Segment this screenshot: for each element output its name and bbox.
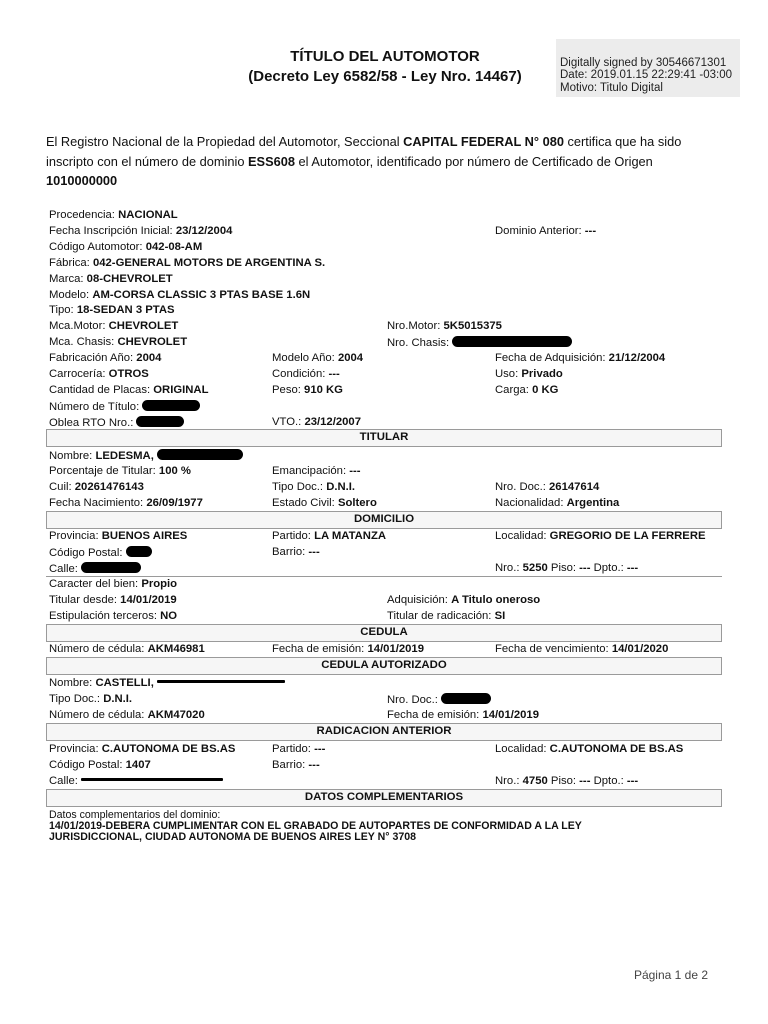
redaction-mark <box>157 449 243 460</box>
field-value: 910 KG <box>304 384 343 396</box>
field-label: Fecha de vencimiento: <box>495 643 609 655</box>
field-value: 0 KG <box>532 384 559 396</box>
field-value: 14/01/2019 <box>120 594 177 606</box>
field-label: Nro.: <box>495 775 520 787</box>
field-value: CASTELLI, <box>95 677 154 689</box>
field-value: --- <box>308 546 320 558</box>
field-value: 042-08-AM <box>145 241 203 253</box>
field-value: D.N.I. <box>326 481 356 493</box>
field-value: 18-SEDAN 3 PTAS <box>76 304 175 316</box>
mca-motor-field <box>49 320 178 332</box>
field-label: VTO.: <box>272 416 302 428</box>
field-label: Número de cédula: <box>49 643 145 655</box>
field-value: 14/01/2019 <box>482 709 539 721</box>
datos-complementarios-section-header: DATOS COMPLEMENTARIOS <box>46 789 722 807</box>
porcentaje-titular-field <box>49 465 191 477</box>
seccional-value: CAPITAL FEDERAL N° 080 <box>403 134 564 149</box>
nro-doc-field <box>495 481 599 493</box>
field-value: --- <box>579 562 591 574</box>
field-label: Nro. Doc.: <box>495 481 546 493</box>
field-label: Emancipación: <box>272 465 347 477</box>
field-value: 20261476143 <box>74 481 144 493</box>
carga-field <box>495 384 558 396</box>
field-label: Fecha de Adquisición: <box>495 352 606 364</box>
radicacion-partido-field <box>272 743 325 755</box>
field-label: Número de cédula: <box>49 709 145 721</box>
fecha-inscripcion-field <box>49 225 232 237</box>
field-value: 23/12/2004 <box>175 225 233 237</box>
field-label: Carrocería: <box>49 368 106 380</box>
field-label: Fecha Inscripción Inicial: <box>49 225 173 237</box>
field-label: Modelo: <box>49 289 90 301</box>
field-value: 26/09/1977 <box>146 497 203 509</box>
field-label: Calle: <box>49 775 78 787</box>
field-value: 23/12/2007 <box>304 416 361 428</box>
autorizado-cedula-field <box>49 709 205 721</box>
nro-chasis-field <box>387 336 572 349</box>
field-value: 2004 <box>337 352 364 364</box>
field-label: Barrio: <box>272 546 306 558</box>
redaction-mark <box>136 416 184 427</box>
redaction-mark <box>452 336 572 347</box>
field-value: 14/01/2020 <box>611 643 669 655</box>
field-label: Adquisición: <box>387 594 448 606</box>
document-title: TÍTULO DEL AUTOMOTOR <box>290 48 480 65</box>
domicilio-calle-field <box>49 562 141 575</box>
tipo-doc-field <box>272 481 355 493</box>
field-label: Fabricación Año: <box>49 352 134 364</box>
domicilio-section-header: DOMICILIO <box>46 511 722 529</box>
field-label: Dominio Anterior: <box>495 225 582 237</box>
field-value: --- <box>584 225 597 237</box>
field-value: SI <box>494 610 506 622</box>
domicilio-numero-field <box>495 562 638 574</box>
field-label: Código Postal: <box>49 759 123 771</box>
condicion-field <box>272 368 340 380</box>
carroceria-field <box>49 368 149 380</box>
field-value: ORIGINAL <box>153 384 209 396</box>
procedencia-field <box>49 209 178 221</box>
field-label: Titular desde: <box>49 594 118 606</box>
signature-date: Date: 2019.01.15 22:29:41 -03:00 <box>560 69 733 82</box>
field-value: A Titulo oneroso <box>451 594 541 606</box>
fabricacion-field <box>49 352 161 364</box>
strikeout-mark <box>81 778 223 781</box>
titular-radicacion-field <box>387 610 505 622</box>
dominio-anterior-field <box>495 225 596 237</box>
titular-desde-field <box>49 594 177 606</box>
field-label: Nro. Chasis: <box>387 337 450 349</box>
titular-section-header: TITULAR <box>46 429 722 447</box>
field-label: Piso: <box>550 562 577 574</box>
cedula-vencimiento-field <box>495 643 668 655</box>
field-label: Modelo Año: <box>272 352 335 364</box>
field-value: 100 % <box>158 465 191 477</box>
field-value: OTROS <box>108 368 149 380</box>
field-label: Nro.: <box>495 562 520 574</box>
field-value: GREGORIO DE LA FERRERE <box>549 530 706 542</box>
fecha-adquisicion-field <box>495 352 665 364</box>
titular-nombre-field <box>49 449 243 462</box>
estipulacion-terceros-field <box>49 610 177 622</box>
oblea-rto-field <box>49 416 184 429</box>
field-label: Provincia: <box>49 743 99 755</box>
codigo-automotor-field <box>49 241 202 253</box>
field-value: --- <box>579 775 591 787</box>
field-label: Dpto.: <box>593 562 624 574</box>
field-value: LA MATANZA <box>314 530 387 542</box>
peso-field <box>272 384 343 396</box>
field-label: Partido: <box>272 530 311 542</box>
field-value: BUENOS AIRES <box>101 530 188 542</box>
field-label: Número de Título: <box>49 401 140 413</box>
domicilio-provincia-field <box>49 530 187 542</box>
field-label: Código Automotor: <box>49 241 143 253</box>
radicacion-barrio-field <box>272 759 320 771</box>
radicacion-codigo-postal-field <box>49 759 151 771</box>
field-value: 1407 <box>125 759 151 771</box>
radicacion-localidad-field <box>495 743 683 755</box>
certificado-origen-value: 1010000000 <box>46 173 118 189</box>
field-value: AM-CORSA CLASSIC 3 PTAS BASE 1.6N <box>92 289 311 301</box>
field-label: Localidad: <box>495 530 547 542</box>
field-label: Fábrica: <box>49 257 90 269</box>
cantidad-placas-field <box>49 384 208 396</box>
field-value: --- <box>626 775 639 787</box>
cedula-section-header: CEDULA <box>46 624 722 642</box>
radicacion-provincia-field <box>49 743 235 755</box>
modelo-anio-field <box>272 352 363 364</box>
field-value: CHEVROLET <box>108 320 179 332</box>
radicacion-anterior-section-header: RADICACION ANTERIOR <box>46 723 722 741</box>
field-label: Nombre: <box>49 677 93 689</box>
strikeout-mark <box>157 680 285 683</box>
field-value: 14/01/2019 <box>367 643 424 655</box>
field-label: Tipo Doc.: <box>49 693 101 705</box>
intro-text: certifica que ha sido inscripto con el número de dominio <box>46 134 682 169</box>
field-value: Argentina <box>566 497 620 509</box>
field-label: Provincia: <box>49 530 99 542</box>
field-label: Procedencia: <box>49 209 115 221</box>
field-label: Uso: <box>495 368 519 380</box>
numero-titulo-field <box>49 400 200 413</box>
cedula-autorizado-section-header: CEDULA AUTORIZADO <box>46 657 722 675</box>
intro-text: El Registro Nacional de la Propiedad del Automotor, Seccional <box>46 134 404 149</box>
cedula-emision-field <box>272 643 424 655</box>
tipo-field <box>49 304 175 316</box>
marca-field <box>49 273 173 285</box>
vto-field <box>272 416 361 428</box>
fecha-nacimiento-field <box>49 497 203 509</box>
field-label: Fecha Nacimiento: <box>49 497 144 509</box>
field-value: D.N.I. <box>103 693 133 705</box>
field-label: Carga: <box>495 384 529 396</box>
field-label: Titular de radicación: <box>387 610 492 622</box>
field-label: Dpto.: <box>593 775 624 787</box>
field-value: --- <box>349 465 361 477</box>
field-label: Marca: <box>49 273 84 285</box>
field-label: Peso: <box>272 384 301 396</box>
autorizado-tipo-doc-field <box>49 693 132 705</box>
field-label: Localidad: <box>495 743 547 755</box>
domicilio-localidad-field <box>495 530 706 542</box>
datos-complementarios-line2: JURISDICCIONAL, CIUDAD AUTONOMA DE BUENOS AIRES LEY N° 3708 <box>49 831 417 843</box>
field-label: Tipo Doc.: <box>272 481 324 493</box>
field-label: Código Postal: <box>49 547 123 559</box>
autorizado-emision-field <box>387 709 539 721</box>
field-label: Cantidad de Placas: <box>49 384 151 396</box>
field-value: 5250 <box>522 562 548 574</box>
field-value: C.AUTONOMA DE BS.AS <box>549 743 684 755</box>
page-number: Página 1 de 2 <box>633 968 708 982</box>
field-value: 26147614 <box>549 481 600 493</box>
dominio-value: ESS608 <box>248 153 295 169</box>
field-label: Caracter del bien: <box>49 578 139 590</box>
field-value: 08-CHEVROLET <box>86 273 173 285</box>
field-value: --- <box>328 368 340 380</box>
field-value: 4750 <box>522 775 548 787</box>
field-label: Condición: <box>272 368 326 380</box>
field-label: Piso: <box>550 775 577 787</box>
nacionalidad-field <box>495 497 619 509</box>
section-divider <box>46 576 722 577</box>
field-label: Cuil: <box>49 481 72 493</box>
field-value: AKM47020 <box>147 709 205 721</box>
domicilio-codigo-postal-field <box>49 546 152 559</box>
cuil-field <box>49 481 144 493</box>
digital-signature-box <box>556 39 740 97</box>
field-value: --- <box>314 743 326 755</box>
field-label: Fecha de emisión: <box>272 643 365 655</box>
mca-chasis-field <box>49 336 187 348</box>
field-label: Fecha de emisión: <box>387 709 480 721</box>
radicacion-numero-field <box>495 775 638 787</box>
field-label: Estipulación terceros: <box>49 610 157 622</box>
uso-field <box>495 368 563 380</box>
field-value: LEDESMA, <box>95 450 154 462</box>
field-label: Oblea RTO Nro.: <box>49 417 134 429</box>
field-label: Calle: <box>49 563 78 575</box>
field-label: Nro.Motor: <box>387 320 441 332</box>
estado-civil-field <box>272 497 377 509</box>
field-label: Estado Civil: <box>272 497 335 509</box>
domicilio-partido-field <box>272 530 386 542</box>
field-value: 2004 <box>136 352 162 364</box>
domicilio-barrio-field <box>272 546 320 558</box>
datos-complementarios-line1: 14/01/2019-DEBERA CUMPLIMENTAR CON EL GRABADO DE AUTOPARTES DE CONFORMIDAD A LA LEY <box>49 820 582 832</box>
fabrica-field <box>49 257 325 269</box>
field-label: Barrio: <box>272 759 306 771</box>
cedula-numero-field <box>49 643 205 655</box>
redaction-mark <box>441 693 491 704</box>
field-value: NO <box>160 610 178 622</box>
autorizado-nombre-field <box>49 677 285 689</box>
redaction-mark <box>81 562 141 573</box>
field-value: CHEVROLET <box>117 336 188 348</box>
field-label: Porcentaje de Titular: <box>49 465 156 477</box>
datos-complementarios-label: Datos complementarios del dominio: <box>49 809 221 821</box>
field-value: Propio <box>141 578 178 590</box>
field-value: C.AUTONOMA DE BS.AS <box>101 743 236 755</box>
emancipacion-field <box>272 465 361 477</box>
caracter-bien-field <box>49 578 177 590</box>
document-subtitle: (Decreto Ley 6582/58 - Ley Nro. 14467) <box>248 68 522 85</box>
redaction-mark <box>142 400 200 411</box>
field-value: 042-GENERAL MOTORS DE ARGENTINA S. <box>92 257 326 269</box>
field-label: Partido: <box>272 743 311 755</box>
radicacion-calle-field <box>49 775 223 787</box>
field-value: 21/12/2004 <box>608 352 666 364</box>
field-label: Mca.Motor: <box>49 320 106 332</box>
redaction-mark <box>126 546 152 557</box>
field-value: --- <box>308 759 320 771</box>
field-value: AKM46981 <box>147 643 205 655</box>
field-value: 5K5015375 <box>443 320 502 332</box>
intro-text: el Automotor, identificado por número de Certificado de Origen <box>294 153 653 169</box>
field-value: Privado <box>521 368 563 380</box>
field-value: Soltero <box>337 497 377 509</box>
field-label: Nombre: <box>49 450 93 462</box>
field-label: Nacionalidad: <box>495 497 564 509</box>
nro-motor-field <box>387 320 502 332</box>
intro-paragraph <box>46 132 726 191</box>
modelo-field <box>49 289 310 301</box>
field-label: Nro. Doc.: <box>387 694 438 706</box>
field-label: Tipo: <box>49 304 74 316</box>
autorizado-nro-doc-field <box>387 693 491 706</box>
signature-signer: Digitally signed by 30546671301 <box>560 57 727 69</box>
signature-reason: Motivo: Titulo Digital <box>560 81 663 94</box>
field-label: Mca. Chasis: <box>49 336 115 348</box>
field-value: NACIONAL <box>118 209 178 221</box>
field-value: --- <box>626 562 639 574</box>
adquisicion-field <box>387 594 540 606</box>
